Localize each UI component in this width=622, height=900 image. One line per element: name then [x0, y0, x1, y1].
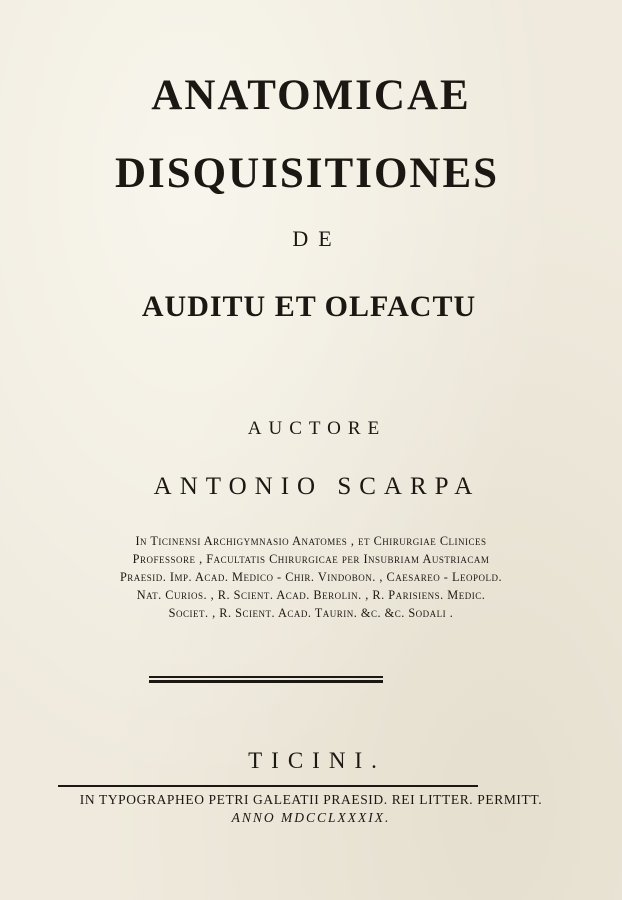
- credential-line: Societ. , R. Scient. Acad. Taurin. &c. &c. Sodali .: [168, 606, 454, 620]
- credential-line: Nat. Curios. , R. Scient. Acad. Berolin. , R. Parisiens. Medic.: [136, 588, 486, 602]
- credential-line: Praesid. Imp. Acad. Medico - Chir. Vindobon. , Caesareo - Leopold.: [119, 570, 503, 584]
- credential-line: In Ticinensi Archigymnasio Anatomes , et Chirurgiae Clinices: [135, 534, 487, 548]
- divider-rule-thick: [149, 680, 383, 683]
- imprint-rule: [58, 785, 478, 787]
- preposition: DE: [292, 226, 342, 251]
- author-name: ANTONIO SCARPA: [153, 473, 481, 500]
- subtitle: AUDITU ET OLFACTU: [141, 290, 477, 323]
- author-credentials: [40, 532, 582, 622]
- auctore-label: AUCTORE: [247, 418, 387, 439]
- place-of-publication: TICINI.: [248, 748, 386, 773]
- title-line-2: DISQUISITIONES: [114, 150, 500, 197]
- publication-year: ANNO MDCCLXXXIX.: [231, 810, 391, 825]
- title-line-1: ANATOMICAE: [151, 72, 471, 119]
- printer-imprint: IN TYPOGRAPHEO PETRI GALEATII PRAESID. REI LITTER. PERMITT.: [79, 792, 543, 807]
- credential-line: Professore , Facultatis Chirurgicae per Insubriam Austriacam: [132, 552, 490, 566]
- divider-rule-thin: [149, 676, 383, 678]
